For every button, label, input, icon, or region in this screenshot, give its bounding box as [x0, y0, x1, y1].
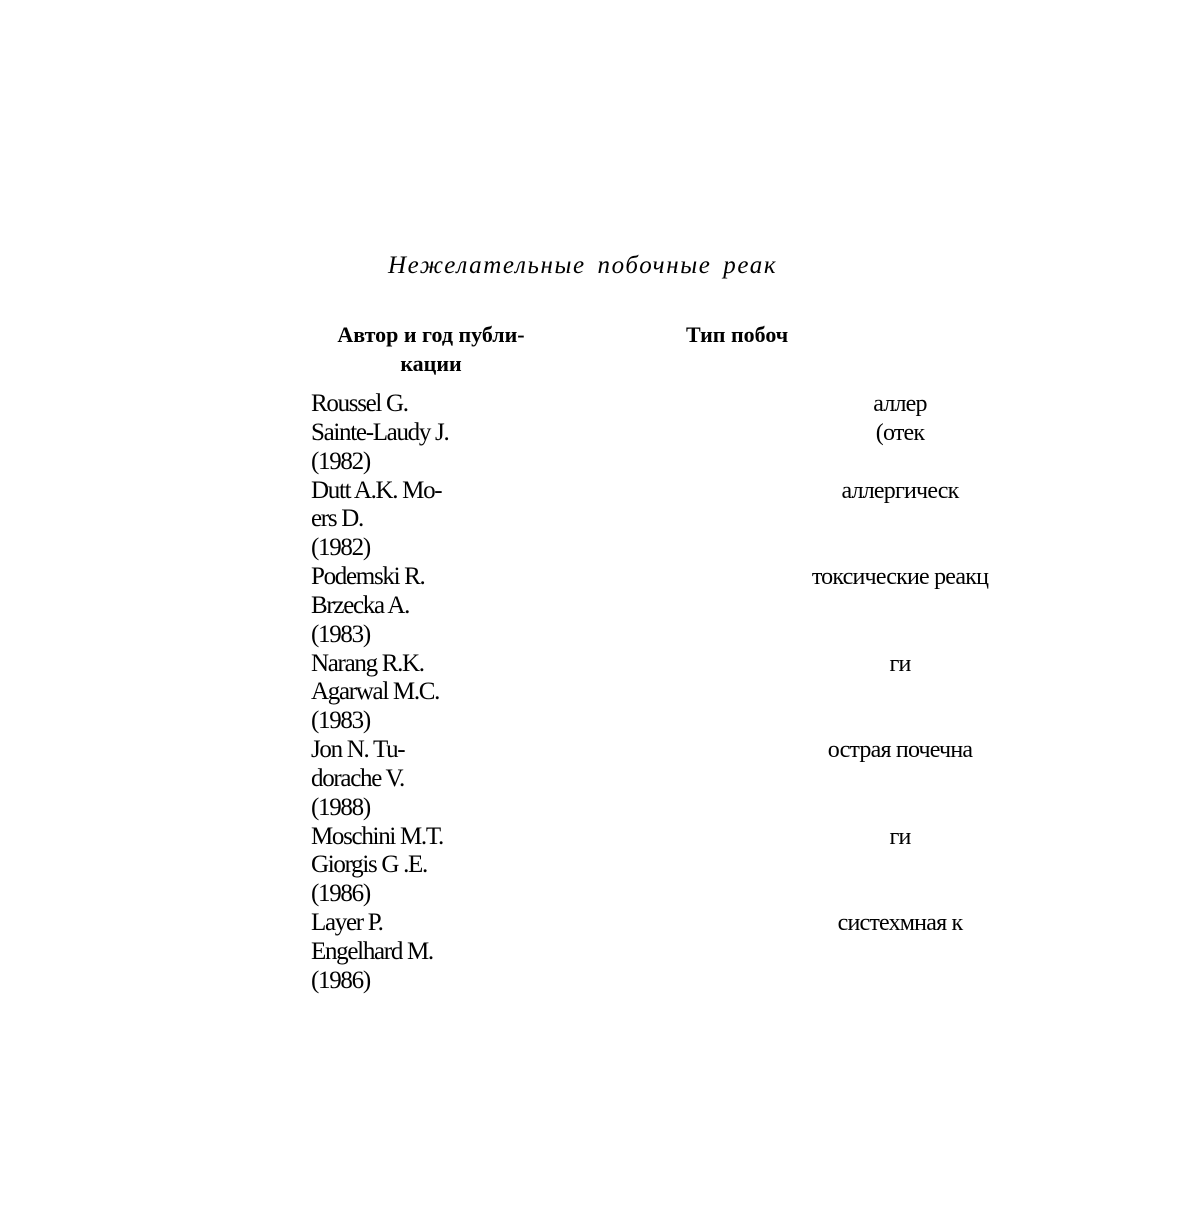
table-body [0, 390, 989, 996]
author-line: Layer P. [311, 909, 383, 936]
author-line: Podemski R. [311, 563, 425, 590]
author-year: (1983) [311, 620, 370, 648]
author-year: (1983) [311, 707, 370, 735]
reaction-type-line: ги [889, 650, 911, 677]
reaction-type-cell [600, 650, 1200, 679]
author-line: Dutt A.K. Mo- [311, 476, 442, 504]
table-row [0, 476, 959, 564]
author-line: Sainte-Laudy J. [311, 418, 449, 446]
author-line: Roussel G. [311, 390, 408, 417]
reaction-type-line: острая почечна [827, 737, 973, 763]
reaction-type-line: токсические реакц [811, 564, 989, 590]
reaction-type-cell [600, 909, 1200, 938]
author-year: (1982) [311, 534, 370, 562]
author-line: Jon N. Tu- [311, 736, 405, 763]
author-line: ers D. [311, 505, 363, 533]
author-cell [311, 909, 433, 995]
author-line: Brzecka A. [311, 591, 410, 619]
author-line: Engelhard M. [311, 937, 433, 965]
reaction-type-cell [600, 477, 1200, 506]
author-cell [311, 823, 443, 909]
author-cell [311, 390, 448, 476]
column-header-author [300, 320, 562, 378]
reaction-type-line: ги [889, 823, 911, 850]
author-line: dorache V. [311, 764, 404, 792]
table-row [0, 822, 911, 910]
reaction-type-line: (отек [875, 419, 925, 446]
author-cell [311, 563, 425, 649]
reaction-type-cell [600, 563, 1200, 592]
table-row [0, 649, 911, 737]
author-cell [311, 477, 441, 563]
page-heading: Нежелательные побочные реак [388, 252, 778, 279]
reaction-type-line: систехмная к [837, 910, 963, 936]
reaction-type-cell [600, 736, 1200, 765]
author-line: Narang R.K. [311, 649, 424, 677]
column-header-type: Тип побоч [686, 322, 789, 347]
reaction-type-line: аллергическ [841, 477, 959, 504]
reaction-type-line: аллер [873, 391, 927, 417]
author-line: Moschini M.T. [311, 822, 443, 850]
author-year: (1986) [311, 966, 370, 994]
author-line: Agarwal M.C. [311, 678, 440, 706]
author-cell [311, 736, 404, 822]
table-row [0, 390, 927, 477]
reaction-type-cell [600, 823, 1200, 852]
author-year: (1986) [311, 880, 370, 908]
reaction-type-cell [600, 390, 1200, 448]
table-row [0, 563, 989, 650]
table-row [0, 736, 973, 823]
author-year: (1988) [311, 793, 370, 821]
author-line: Giorgis G .E. [311, 851, 427, 879]
author-cell [311, 650, 439, 736]
column-header-author-line1: Автор и год публи- [337, 322, 525, 347]
author-year: (1982) [311, 447, 370, 475]
column-header-author-line2: кации [400, 351, 462, 376]
table-row [0, 909, 963, 996]
